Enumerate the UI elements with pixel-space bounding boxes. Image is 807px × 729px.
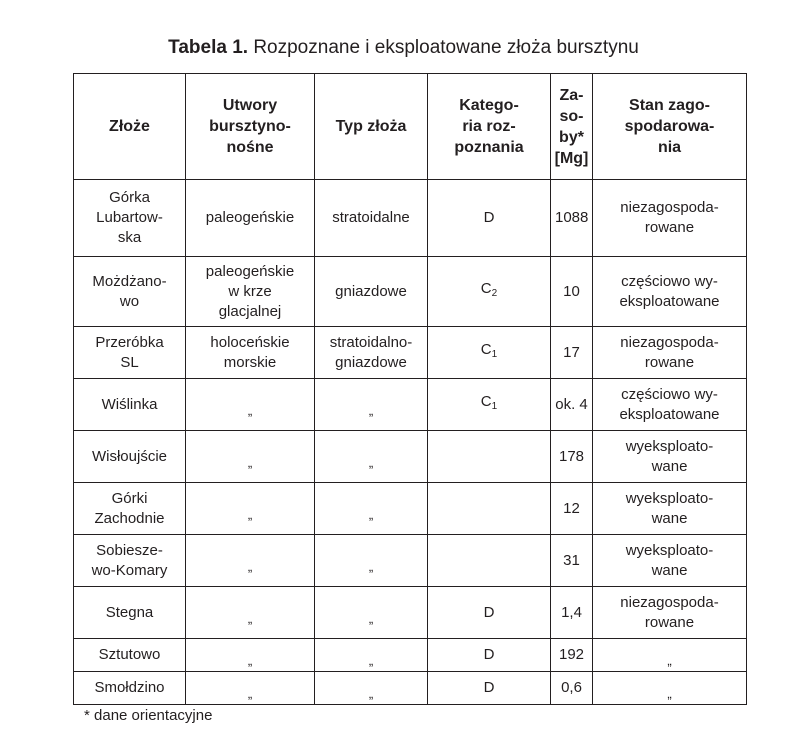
col-strata-cell [186,483,315,535]
col-status-value: wyeksploato- wane [625,489,714,527]
col-reserves-cell [551,535,593,587]
col-reserves-value: 0,6 [561,679,582,696]
col-category-cell [428,483,551,535]
col-type-cell [315,257,428,327]
col-deposit-value: Wiślinka [101,395,158,413]
table-body [74,180,747,705]
col-category-cell [428,639,551,672]
col-category-cell [428,180,551,257]
col-deposit-value: Stegna [105,603,154,621]
col-category-cell [428,672,551,705]
col-status-cell [593,327,747,379]
col-category-value: D [483,603,495,621]
table-row [74,672,747,705]
col-reserves-cell [551,257,593,327]
col-status-header: Stan zago- spodarowa- nia [593,74,747,180]
category-subscript: 1 [491,401,498,412]
col-status-cell [593,431,747,483]
col-type-value: stratoidalno- gniazdowe [329,333,413,371]
col-type-value: stratoidalne [332,209,410,226]
footnote: * dane orientacyjne [84,707,213,724]
col-category-cell [428,587,551,639]
col-type-cell [315,639,428,672]
col-reserves-value: 31 [563,551,580,569]
col-reserves-value: 1088 [555,209,589,226]
col-category-cell [428,431,551,483]
col-type-cell [315,672,428,705]
ditto-mark: „ [247,653,253,668]
ditto-mark: „ [368,506,374,522]
col-status-value: częściowo wy- eksploatowane [619,272,720,310]
col-status-value: częściowo wy- eksploatowane [619,385,720,423]
ditto-mark: „ [667,686,672,701]
col-type-cell [315,327,428,379]
col-category-value: C [480,280,492,297]
col-status-value: niezagospoda- rowane [620,593,719,631]
table-caption: Rozpoznane i eksploatowane złoża bursztynu [248,37,639,58]
col-deposit-cell [74,672,186,705]
col-category-header: Katego- ria roz- poznania [428,74,551,180]
col-strata-header: Utwory bursztyno- nośne [186,74,315,180]
ditto-mark: „ [247,558,253,574]
col-deposit-value: Sztutowo [98,646,161,663]
col-status-value: wyeksploato- wane [625,541,714,579]
col-deposit-cell [74,379,186,431]
col-strata-cell [186,639,315,672]
col-strata-cell [186,535,315,587]
col-deposit-cell [74,180,186,257]
col-type-cell [315,535,428,587]
col-strata-cell [186,587,315,639]
ditto-mark: „ [247,454,253,470]
table-row [74,431,747,483]
col-deposit-cell [74,483,186,535]
ditto-mark: „ [368,454,374,470]
col-category-cell [428,535,551,587]
col-deposit-cell [74,639,186,672]
col-reserves-cell [551,180,593,257]
col-reserves-value: ok. 4 [555,395,588,413]
header-row [74,74,747,180]
ditto-mark: „ [368,686,374,701]
ditto-mark: „ [247,610,253,626]
col-deposit-value: Sobiesze- wo-Komary [91,541,168,579]
col-type-cell [315,587,428,639]
col-type-cell [315,180,428,257]
col-strata-cell [186,327,315,379]
col-deposit-value: Górki Zachodnie [94,489,165,527]
ditto-mark: „ [368,402,374,418]
col-status-cell [593,379,747,431]
col-status-cell [593,639,747,672]
table-row [74,587,747,639]
col-status-value: wyeksploato- wane [625,437,714,475]
col-reserves-value: 17 [563,343,580,361]
table-number: Tabela 1. [168,37,249,58]
col-type-value: gniazdowe [335,282,407,300]
col-reserves-cell [551,379,593,431]
col-type-header: Typ złoża [315,74,428,180]
col-reserves-value: 1,4 [561,603,582,621]
table-row [74,327,747,379]
col-reserves-cell [551,431,593,483]
col-strata-cell [186,431,315,483]
col-reserves-cell [551,327,593,379]
col-status-value: niezagospoda- rowane [620,199,719,236]
col-status-cell [593,535,747,587]
col-status-cell [593,483,747,535]
col-strata-cell [186,672,315,705]
col-type-cell [315,483,428,535]
col-reserves-value: 12 [563,499,580,517]
col-status-value: niezagospoda- rowane [620,333,719,371]
table-row [74,379,747,431]
ditto-mark: „ [368,558,374,574]
ditto-mark: „ [247,402,253,418]
col-strata-value: paleogeńskie w krze glacjalnej [205,262,295,320]
col-category-value: D [483,646,495,663]
col-reserves-cell [551,483,593,535]
col-strata-cell [186,180,315,257]
col-reserves-value: 178 [558,447,585,465]
col-category-cell [428,379,551,431]
col-reserves-value: 192 [558,646,585,663]
col-status-cell [593,587,747,639]
col-status-cell [593,257,747,327]
col-deposit-value: Wisłoujście [91,447,167,465]
col-reserves-value: 10 [563,282,580,300]
amber-deposits-table [73,73,747,705]
table-row [74,639,747,672]
col-strata-value: paleogeńskie [205,209,295,226]
col-category-value: C [480,341,492,358]
col-strata-cell [186,257,315,327]
col-type-cell [315,431,428,483]
col-deposit-value: Górka Lubartow- ska [96,189,163,246]
col-category-value: C [480,393,492,410]
ditto-mark: „ [667,653,672,668]
ditto-mark: „ [368,653,374,668]
col-reserves-cell [551,639,593,672]
col-category-cell [428,257,551,327]
col-reserves-cell [551,672,593,705]
ditto-mark: „ [247,506,253,522]
table-title [0,36,807,60]
category-subscript: 2 [491,288,498,299]
col-deposit-cell [74,327,186,379]
col-strata-value: holoceńskie morskie [210,333,290,371]
table-row [74,483,747,535]
table-row [74,257,747,327]
table-row [74,535,747,587]
col-reserves-cell [551,587,593,639]
col-type-cell [315,379,428,431]
col-deposit-cell [74,431,186,483]
col-deposit-value: Możdżano- wo [92,272,167,310]
col-deposit-value: Smołdzino [94,679,165,696]
col-deposit-header: Złoże [74,74,186,180]
col-category-value: D [483,679,495,696]
col-status-cell [593,672,747,705]
col-deposit-cell [74,587,186,639]
col-strata-cell [186,379,315,431]
table-row [74,180,747,257]
ditto-mark: „ [247,686,253,701]
col-category-value: D [483,209,495,226]
ditto-mark: „ [368,610,374,626]
col-reserves-header: Za- so- by* [Mg] [551,74,593,180]
col-deposit-value: Przeróbka SL [95,333,164,371]
col-category-cell [428,327,551,379]
col-status-cell [593,180,747,257]
col-deposit-cell [74,257,186,327]
category-subscript: 1 [491,349,498,360]
col-deposit-cell [74,535,186,587]
